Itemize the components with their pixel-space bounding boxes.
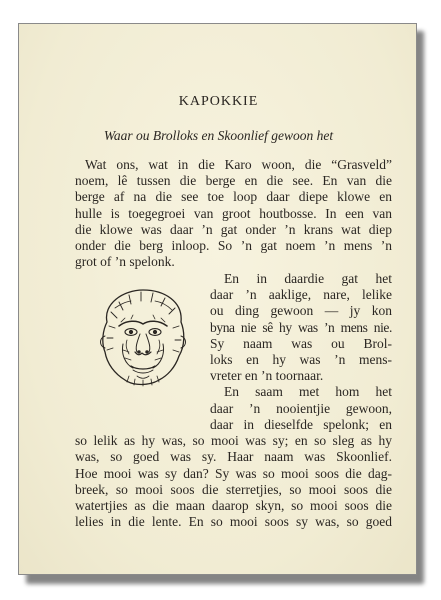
book-page [18, 23, 417, 575]
text-line: loks en hy was ’n mens- [210, 351, 392, 367]
text-line: watertjies as die maan daarop skyn, so mooi soos die [75, 497, 392, 513]
text-line: was, so goed was sy. Haar naam was Skoonlief. [75, 449, 392, 465]
paragraph-3 [75, 417, 392, 530]
chapter-subtitle: Waar ou Brolloks en Skoonlief gewoon het [103, 128, 334, 143]
chapter-title: KAPOKKIE [178, 94, 259, 109]
text-line: lelies in die lente. En so mooi soos sy was, so goed [75, 514, 392, 530]
text-line: ou ding gewoon — jy kon [210, 303, 392, 319]
paragraph-2 [210, 271, 392, 417]
text-line: die klowe was daar ’n gat onder ’n krans wat diep [75, 221, 392, 237]
text-line: berge af na die see toe loop daar diepe klowe en [75, 189, 392, 205]
text-line: onder die berg inloop. So ’n gat noem ’n mens ’n [75, 237, 392, 253]
text-line: noem, lê tussen die berge en die see. En van die [75, 173, 392, 189]
paragraph-1 [75, 157, 392, 270]
text-line: Wat ons, wat in die Karo woon, die “Grasveld” [85, 157, 392, 172]
text-line: Hoe mooi was sy dan? Sy was so mooi soos die dag- [75, 465, 392, 481]
text-line: daar in dieselfde spelonk; en [210, 417, 392, 432]
text-line: vreter en ’n toornaar. [210, 368, 324, 384]
text-line: daar ’n aaklige, nare, lelike [210, 287, 392, 303]
text-line: grot of ’n spelonk. [75, 254, 175, 270]
text-line: so lelik as hy was, so mooi was sy; en so sleg as hy [75, 433, 392, 449]
ape-head-drawing-icon [85, 282, 201, 394]
text-line: daar ’n nooientjie gewoon, [210, 400, 392, 416]
text-line: En in daardie gat het [224, 271, 392, 286]
text-line: breek, so mooi soos die sterretjies, so mooi soos die [75, 481, 392, 497]
text-line: Sy naam was ou Brol- [210, 335, 392, 351]
text-line: hulle is toegegroei van groot houtbosse. In een van [75, 205, 392, 221]
text-line: En saam met hom het [224, 384, 392, 400]
text-line: byna nie sê hy was ’n mens nie. [210, 319, 392, 335]
